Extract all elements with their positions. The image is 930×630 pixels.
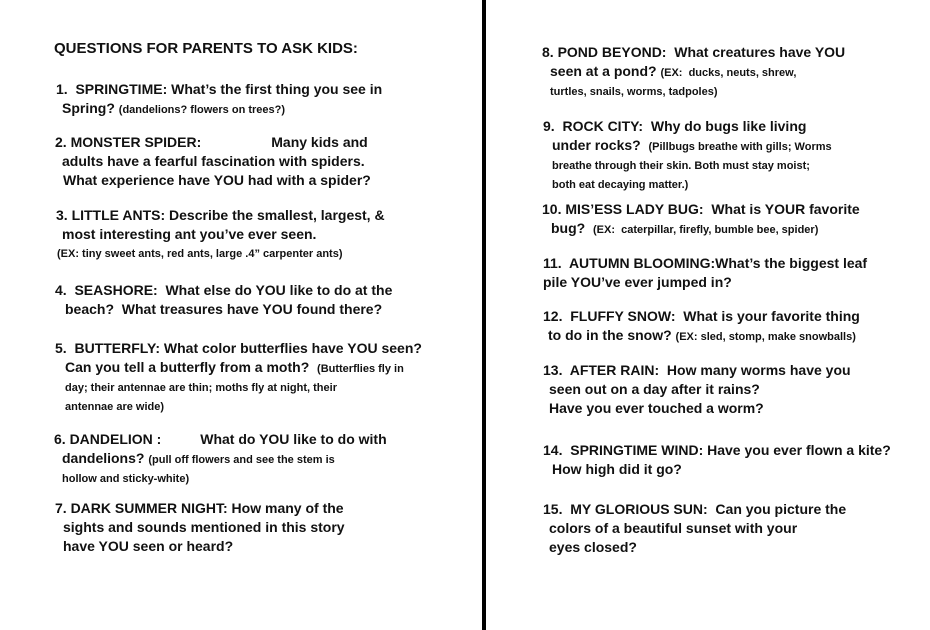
question-line <box>543 254 867 273</box>
question-text: dandelions? <box>62 450 149 466</box>
question-note-text: antennae are wide) <box>65 401 165 413</box>
question-note-text: hollow and sticky-white) <box>62 473 190 485</box>
question-text: 2. MONSTER SPIDER: Many kids and <box>55 134 368 150</box>
question-line <box>552 136 832 156</box>
question-note-text: breathe through their skin. Both must stay moist; <box>552 160 810 172</box>
question-line <box>552 460 900 479</box>
question-text: sights and sounds mentioned in this story <box>63 519 345 535</box>
question-text: eyes closed? <box>549 539 637 555</box>
question-line <box>543 500 846 519</box>
question-block <box>0 200 860 239</box>
question-text: Can you tell a butterfly from a moth? <box>65 359 318 375</box>
question-note-text: (EX: caterpillar, firefly, bumble bee, spider) <box>593 224 819 236</box>
question-line <box>550 82 853 101</box>
question-text: beach? What treasures have YOU found there? <box>65 301 383 317</box>
question-block <box>0 441 891 479</box>
question-line <box>543 361 851 380</box>
question-line <box>551 219 869 239</box>
question-note-text: (Pillbugs breathe with gills; Worms <box>648 141 832 153</box>
question-text: 6. DANDELION : What do YOU like to do with <box>54 431 387 447</box>
question-text: to do in the snow? <box>548 327 676 343</box>
question-text: seen at a pond? <box>550 63 661 79</box>
question-note-text: both eat decaying matter.) <box>552 179 689 191</box>
question-note-text: day; their antennae are thin; moths fly at night, their <box>65 382 337 394</box>
question-line <box>62 99 388 119</box>
question-text: 13. AFTER RAIN: How many worms have you <box>543 362 851 378</box>
question-text: 7. DARK SUMMER NIGHT: How many of the <box>55 500 344 516</box>
question-text: under rocks? <box>552 137 649 153</box>
question-line <box>549 399 857 418</box>
question-note-text: turtles, snails, worms, tadpoles) <box>550 86 718 98</box>
question-text: colors of a beautiful sunset with your <box>549 520 798 536</box>
question-note-text: (EX: ducks, neuts, shrew, <box>660 67 797 79</box>
column-divider <box>482 0 486 630</box>
question-line <box>543 307 860 326</box>
question-note-text: (pull off flowers and see the stem is <box>148 454 335 466</box>
question-text: Have you ever touched a worm? <box>549 400 764 416</box>
question-text: 5. BUTTERFLY: What color butterflies have YOU seen? <box>55 340 422 356</box>
question-text: have YOU seen or heard? <box>63 538 234 554</box>
question-text: pile YOU’ve ever jumped in? <box>543 274 732 290</box>
question-text: 3. LITTLE ANTS: Describe the smallest, largest, & <box>56 207 385 223</box>
question-note-text: (Butterflies fly in <box>317 363 404 375</box>
question-line <box>550 62 853 82</box>
question-line <box>543 441 891 460</box>
question-text: 10. MIS’ESS LADY BUG: What is YOUR favorite <box>542 201 860 217</box>
question-line <box>548 326 865 346</box>
question-text: 12. FLUFFY SNOW: What is your favorite thing <box>543 308 860 324</box>
question-note-text: (dandelions? flowers on trees?) <box>118 104 286 116</box>
question-text: 4. SEASHORE: What else do YOU like to do at the <box>55 282 393 298</box>
question-text: 9. ROCK CITY: Why do bugs like living <box>543 118 807 134</box>
question-line <box>543 117 823 136</box>
question-line <box>549 519 852 538</box>
question-text: seen out on a day after it rains? <box>549 381 760 397</box>
question-text: adults have a fearful fascination with spiders. <box>62 153 365 169</box>
question-line <box>542 200 860 219</box>
question-text: What experience have YOU had with a spider? <box>63 172 371 188</box>
question-text: 1. SPRINGTIME: What’s the first thing you see in <box>56 81 383 97</box>
page-title: QUESTIONS FOR PARENTS TO ASK KIDS: <box>54 40 358 57</box>
question-text: 14. SPRINGTIME WIND: Have you ever flown a kite? <box>543 442 891 458</box>
question-block <box>0 500 847 557</box>
question-line <box>549 380 857 399</box>
question-text: bug? <box>551 220 593 236</box>
question-text: 11. AUTUMN BLOOMING:What’s the biggest leaf <box>543 255 868 271</box>
question-line <box>552 175 832 194</box>
question-text: 8. POND BEYOND: What creatures have YOU <box>542 44 846 60</box>
question-text: 15. MY GLORIOUS SUN: Can you picture the <box>543 501 847 517</box>
question-block <box>0 117 832 194</box>
question-text: most interesting ant you’ve ever seen. <box>62 226 317 242</box>
question-text: Spring? <box>62 100 119 116</box>
question-line <box>542 43 845 62</box>
question-note-text: (EX: tiny sweet ants, red ants, large .4” carpenter ants) <box>57 248 343 260</box>
question-note-text: (EX: sled, stomp, make snowballs) <box>675 331 856 343</box>
question-line <box>543 273 867 292</box>
question-line <box>549 538 852 557</box>
question-block <box>0 43 846 101</box>
question-line <box>552 156 832 175</box>
question-text: How high did it go? <box>552 461 682 477</box>
